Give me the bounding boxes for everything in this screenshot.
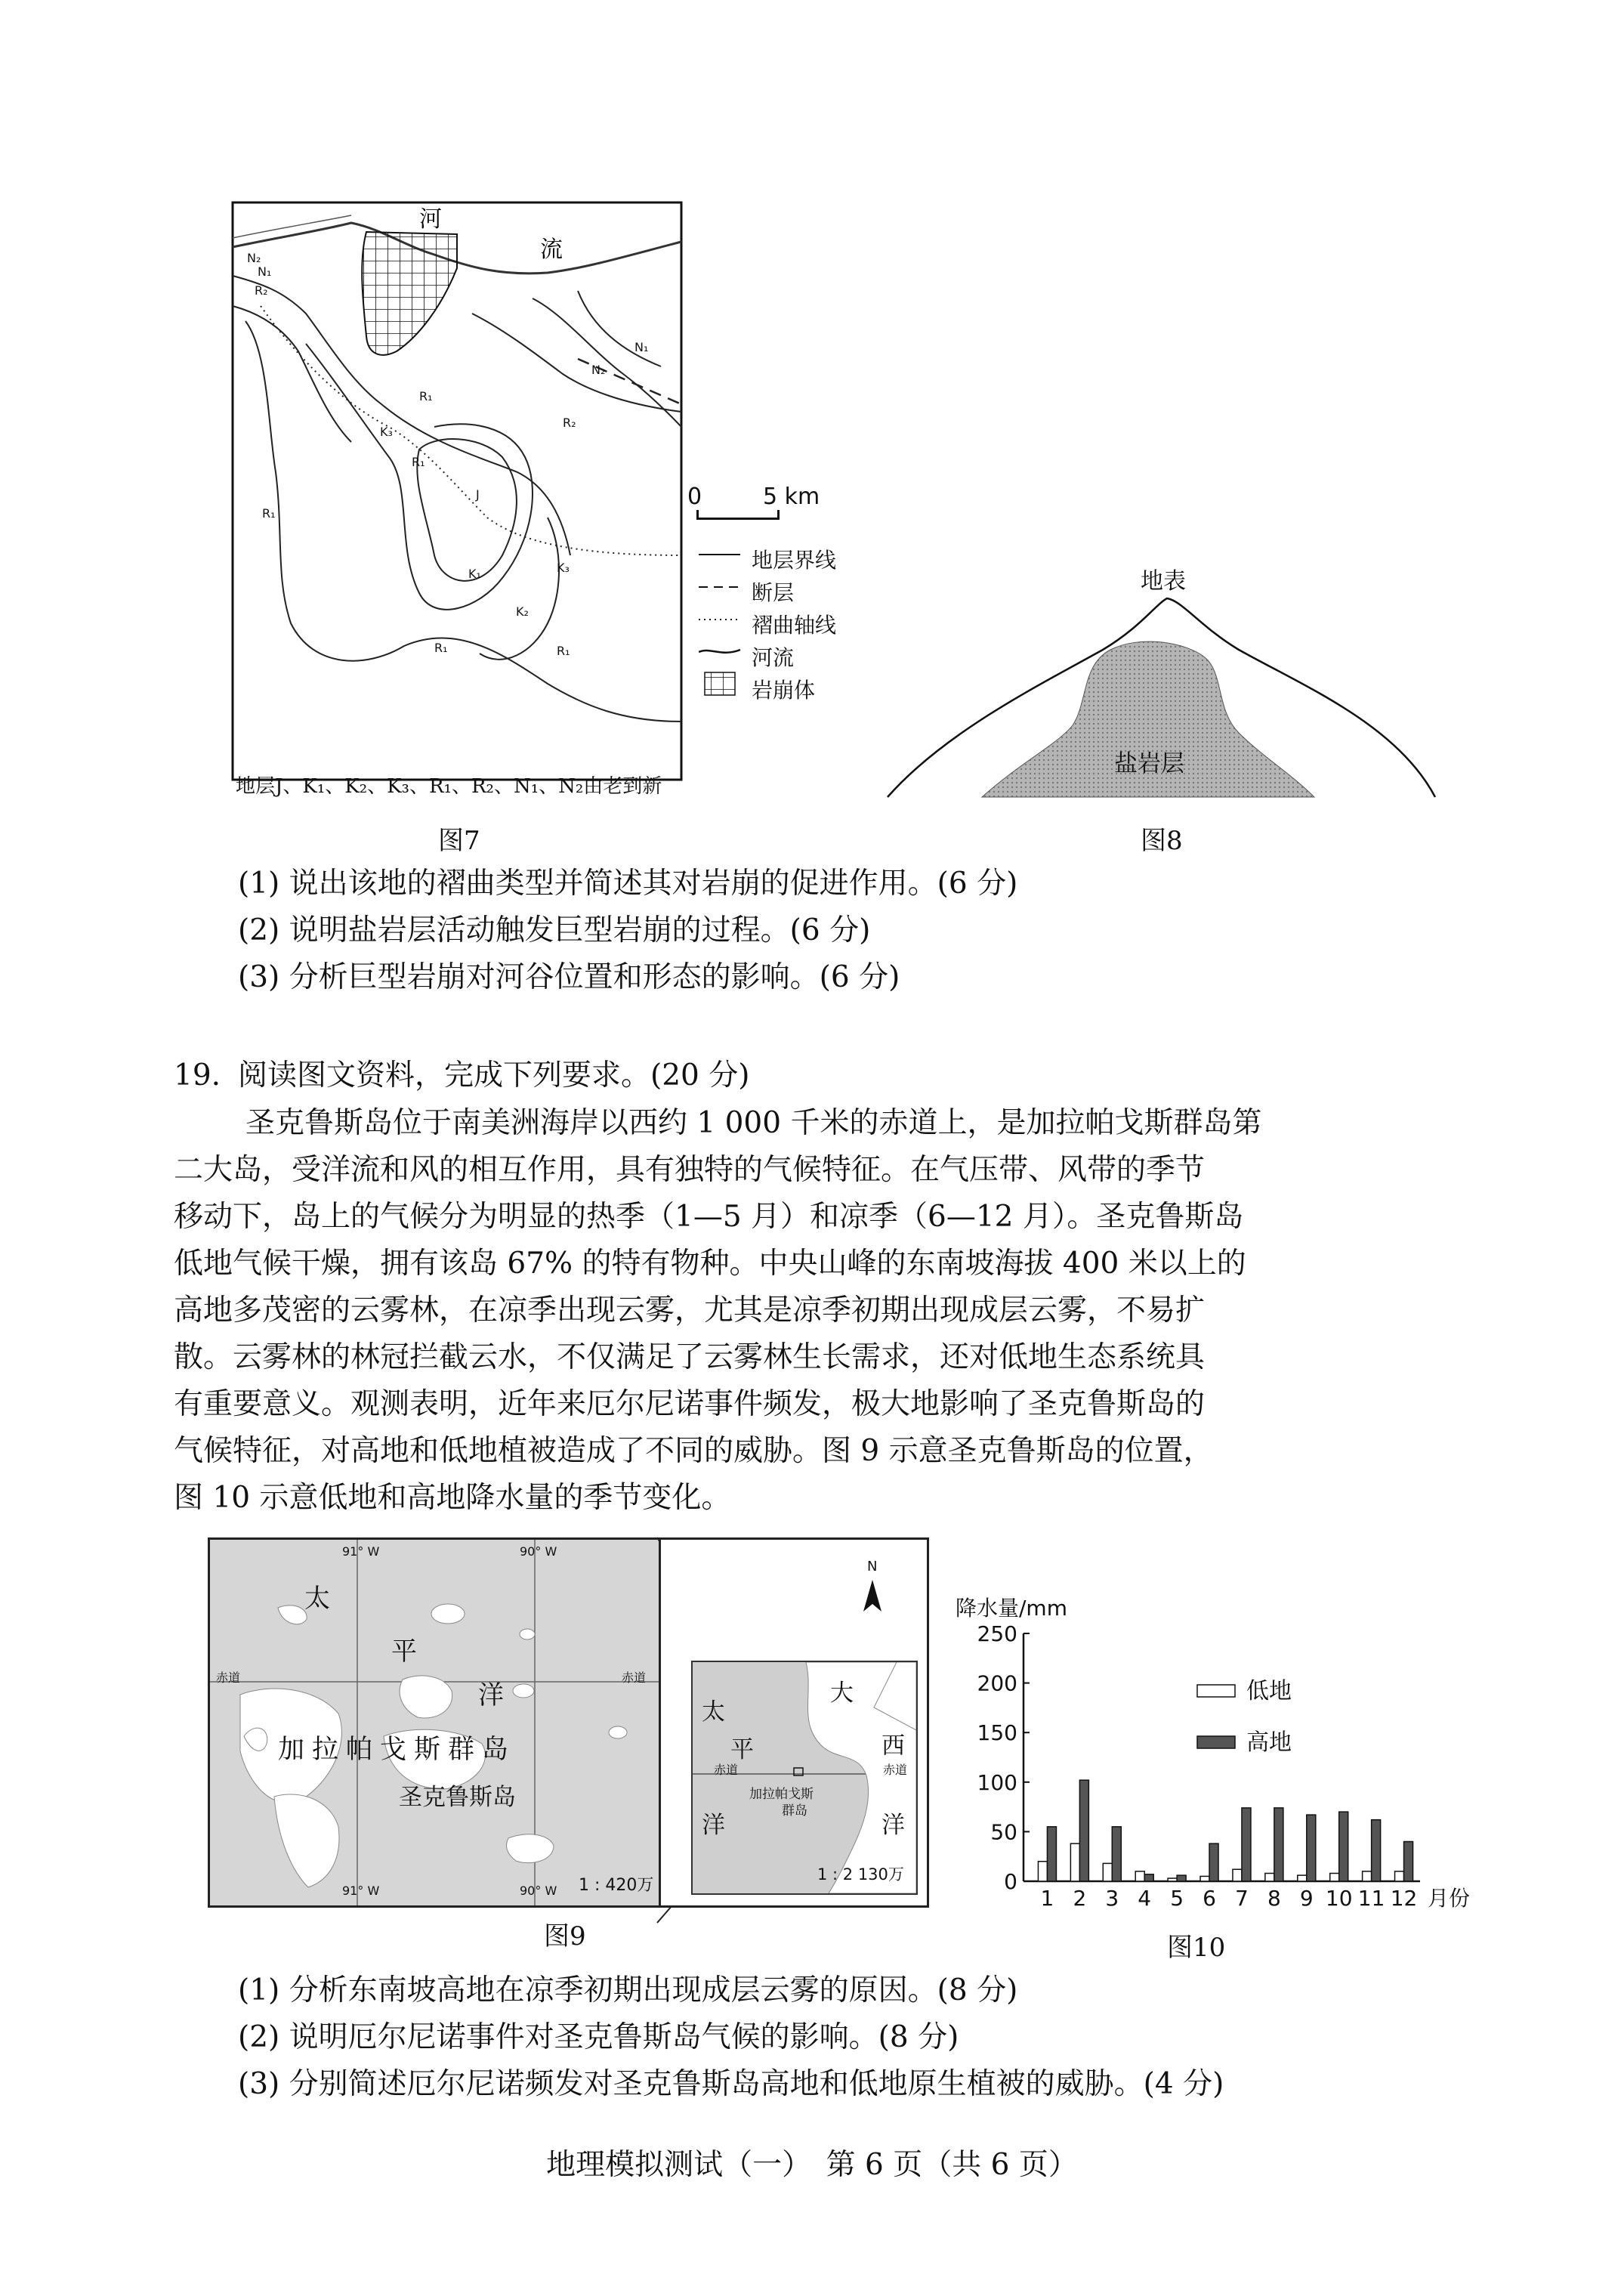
bar-highland	[1047, 1827, 1056, 1881]
equator-label: 赤道	[216, 1670, 241, 1685]
bar-lowland	[1363, 1871, 1372, 1881]
figure-9-main-map	[208, 1537, 661, 1908]
inset-equator-label: 赤道	[883, 1763, 908, 1777]
paragraph-line: 有重要意义。观测表明，近年来厄尔尼诺事件频发，极大地影响了圣克鲁斯岛的	[174, 1387, 1206, 1421]
q18-sub-2: (2) 说明盐岩层活动触发巨型岩崩的过程。(6 分)	[238, 913, 871, 947]
salt-layer-label: 盐岩层	[1114, 750, 1184, 777]
bar-highland	[1339, 1812, 1348, 1881]
q18-sub-1: (1) 说出该地的褶曲类型并简述其对岩崩的促进作用。(6 分)	[238, 867, 1018, 901]
stratum-label: N₁	[258, 264, 272, 279]
bar-highland	[1079, 1780, 1088, 1881]
q19-number: 19.	[174, 1058, 221, 1092]
paragraph-line: 散。云雾林的林冠拦截云水，不仅满足了云雾林生长需求，还对低地生态系统具	[174, 1340, 1206, 1374]
legend-boundary: 地层界线	[752, 548, 837, 573]
x-tick-label: 1	[1040, 1886, 1054, 1911]
stratum-label: R₂	[255, 283, 268, 298]
inset-scale: 1 : 2 130万	[817, 1865, 904, 1884]
stratum-label: R₁	[557, 644, 570, 658]
bar-lowland	[1330, 1874, 1339, 1881]
fig7-legend	[699, 544, 880, 718]
fig7-scale	[687, 484, 823, 529]
bar-lowland	[1265, 1874, 1274, 1881]
x-tick-label: 8	[1267, 1886, 1281, 1911]
lon-label: 90° W	[520, 1884, 557, 1898]
q19-sub-3: (3) 分别简述厄尔尼诺频发对圣克鲁斯岛高地和低地原生植被的威胁。(4 分)	[238, 2067, 1224, 2101]
y-tick-label: 150	[977, 1720, 1017, 1746]
paragraph-line: 图 10 示意低地和高地降水量的季节变化。	[174, 1481, 731, 1515]
svg-text:R₂: R₂	[563, 416, 576, 430]
surface-label: 地表	[1141, 568, 1186, 595]
x-axis-label: 月份	[1428, 1886, 1469, 1911]
ocean-char: 平	[391, 1636, 417, 1667]
bar-lowland	[1298, 1875, 1307, 1881]
river-label: 河	[419, 206, 442, 233]
legend-label: 低地	[1246, 1678, 1292, 1704]
x-tick-label: 5	[1170, 1886, 1184, 1911]
lon-label: 91° W	[342, 1544, 380, 1559]
paragraph-line: 高地多茂密的云雾林，在凉季出现云雾，尤其是凉季初期出现成层云雾，不易扩	[174, 1293, 1206, 1327]
bar-highland	[1372, 1820, 1381, 1881]
stratum-label: K₃	[557, 561, 570, 575]
archipelago-label: 加拉帕戈斯群岛	[278, 1735, 517, 1765]
paragraph-line: 低地气候干燥，拥有该岛 67% 的特有物种。中央山峰的东南坡海拔 400 米以上的	[174, 1247, 1246, 1281]
legend-river: 河流	[752, 645, 795, 670]
north-arrow-icon	[857, 1574, 888, 1619]
svg-text:R₁: R₁	[419, 389, 433, 403]
y-tick-label: 50	[990, 1819, 1017, 1845]
fig9-caption: 图9	[544, 1921, 586, 1952]
bar-highland	[1112, 1827, 1121, 1881]
bar-lowland	[1168, 1878, 1177, 1881]
equator-label: 赤道	[622, 1670, 647, 1685]
stratum-label: N₁	[634, 340, 649, 354]
bar-lowland	[1233, 1869, 1242, 1881]
y-axis-label: 降水量/mm	[956, 1596, 1067, 1621]
bar-lowland	[1200, 1876, 1209, 1881]
bar-highland	[1274, 1808, 1283, 1881]
geologic-map	[230, 200, 684, 782]
strata-note: 地层J、K₁、K₂、K₃、R₁、R₂、N₁、N₂由老到新	[236, 775, 662, 798]
inset-archipelago: 群岛	[782, 1803, 807, 1819]
stratum-label: K₂	[516, 604, 529, 619]
legend-fold-axis: 褶曲轴线	[752, 613, 837, 638]
x-tick-label: 9	[1299, 1886, 1314, 1911]
scale-five: 5 km	[763, 484, 820, 510]
inset-ocean-char: 洋	[702, 1812, 725, 1839]
figure-10-chart	[948, 1587, 1469, 1919]
bar-highland	[1307, 1815, 1316, 1881]
stratum-label: K₁	[468, 567, 481, 581]
lon-label: 91° W	[342, 1884, 380, 1898]
bar-lowland	[1038, 1862, 1047, 1881]
bar-lowland	[1070, 1843, 1079, 1881]
north-label: N	[867, 1559, 878, 1575]
bar-highland	[1242, 1808, 1251, 1881]
river-label: 流	[540, 236, 563, 263]
lon-label: 90° W	[520, 1544, 557, 1559]
scale-zero: 0	[687, 484, 702, 510]
figure-9-inset-frame	[661, 1537, 929, 1908]
x-tick-label: 2	[1073, 1886, 1087, 1911]
q19-paragraph	[174, 1100, 1386, 1522]
bar-highland	[1209, 1843, 1218, 1881]
bar-highland	[1404, 1842, 1413, 1881]
q19-sub-1: (1) 分析东南坡高地在凉季初期出现成层云雾的原因。(8 分)	[238, 1973, 1018, 2007]
fig10-caption: 图10	[1167, 1933, 1226, 1963]
q18-sub-3: (3) 分析巨型岩崩对河谷位置和形态的影响。(6 分)	[238, 960, 900, 994]
x-tick-label: 11	[1357, 1886, 1385, 1911]
legend-rockfall: 岩崩体	[752, 678, 816, 703]
inset-ocean-char: 平	[730, 1736, 754, 1763]
island-label: 圣克鲁斯岛	[399, 1784, 516, 1811]
stratum-label: R₁	[262, 506, 276, 521]
inset-ocean-char: 大	[830, 1680, 854, 1707]
y-tick-label: 200	[977, 1670, 1017, 1696]
inset-archipelago: 加拉帕戈斯	[749, 1787, 814, 1802]
x-tick-label: 6	[1203, 1886, 1216, 1911]
fig7-caption: 图7	[438, 826, 480, 856]
page-footer: 地理模拟测试（一） 第 6 页（共 6 页）	[546, 2148, 1078, 2182]
figure-7	[230, 200, 684, 782]
inset-equator-label: 赤道	[714, 1763, 739, 1777]
paragraph-line: 气候特征，对高地和低地植被造成了不同的威胁。图 9 示意圣克鲁斯岛的位置，	[174, 1434, 1213, 1468]
bar-lowland	[1103, 1863, 1112, 1881]
y-tick-label: 250	[977, 1621, 1017, 1646]
stratum-label: R₁	[434, 641, 448, 655]
fig8-caption: 图8	[1141, 826, 1183, 856]
legend-fault: 断层	[752, 580, 795, 605]
y-tick-label: 0	[1004, 1869, 1017, 1894]
ocean-char: 洋	[478, 1680, 504, 1710]
x-tick-label: 12	[1390, 1886, 1418, 1911]
inset-ocean-char: 西	[881, 1732, 905, 1760]
x-tick-label: 7	[1235, 1886, 1249, 1911]
figure-8	[884, 559, 1443, 801]
q19-title: 阅读图文资料，完成下列要求。(20 分)	[238, 1058, 750, 1092]
x-tick-label: 10	[1325, 1886, 1353, 1911]
stratum-label: N₂	[247, 251, 261, 265]
stratum-label: K₃	[380, 425, 393, 439]
stratum-label: R₁	[412, 455, 425, 469]
x-tick-label: 3	[1105, 1886, 1119, 1911]
ocean-char: 太	[304, 1584, 330, 1614]
bar-lowland	[1395, 1871, 1404, 1881]
inset-ocean-char: 洋	[881, 1812, 905, 1839]
y-tick-label: 100	[977, 1769, 1017, 1795]
inset-ocean-char: 太	[702, 1698, 725, 1726]
bar-lowland	[1135, 1871, 1144, 1881]
inset-map	[691, 1661, 918, 1895]
main-scale: 1 : 420万	[579, 1876, 654, 1895]
paragraph-line: 移动下，岛上的气候分为明显的热季（1—5 月）和凉季（6—12 月）。圣克鲁斯岛	[174, 1200, 1244, 1234]
bar-highland	[1144, 1874, 1153, 1881]
stratum-label: J	[476, 487, 480, 502]
bar-highland	[1177, 1875, 1186, 1881]
stratum-label: N₂	[591, 363, 606, 377]
legend-swatch	[1197, 1736, 1235, 1748]
legend-label: 高地	[1246, 1729, 1292, 1756]
paragraph-line: 圣克鲁斯岛位于南美洲海岸以西约 1 000 千米的赤道上，是加拉帕戈斯群岛第	[245, 1106, 1262, 1140]
legend-swatch	[1197, 1685, 1235, 1697]
paragraph-line: 二大岛，受洋流和风的相互作用，具有独特的气候特征。在气压带、风带的季节	[174, 1153, 1206, 1187]
q19-sub-2: (2) 说明厄尔尼诺事件对圣克鲁斯岛气候的影响。(8 分)	[238, 2020, 959, 2054]
x-tick-label: 4	[1138, 1886, 1152, 1911]
